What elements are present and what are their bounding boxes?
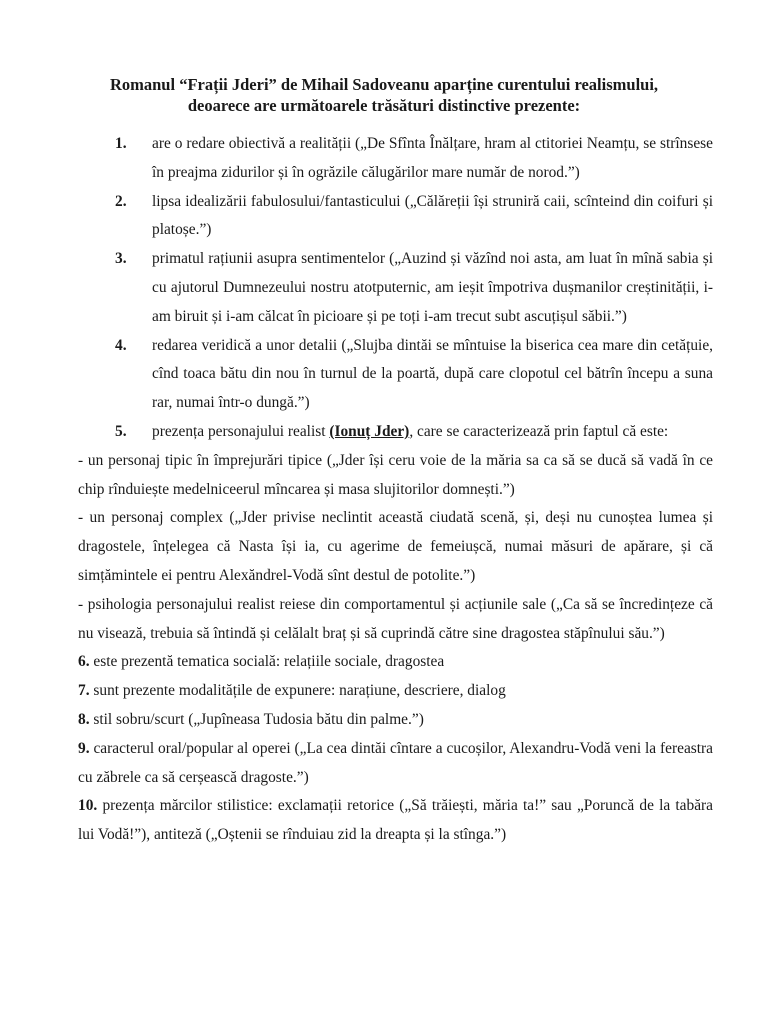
item-number: 1. — [115, 135, 127, 152]
title-work-name: “Frații Jderi” — [179, 75, 277, 94]
document-body — [78, 130, 713, 850]
list-item — [78, 706, 713, 735]
list-item — [78, 735, 713, 793]
sub-item: - un personaj tipic în împrejurări tipice („Jder își ceru voie de la măria sa ca să se ducă să vadă în ce chip rînduiește medelniceerul mîncarea și masa slujitorilor domnești.”) — [78, 451, 713, 498]
item-text: prezența personajului realist — [152, 422, 330, 440]
title-text: Romanul — [109, 75, 180, 94]
character-name: (Ionuț Jder) — [329, 422, 410, 440]
item-number: 5. — [115, 422, 127, 440]
list-item — [115, 188, 713, 246]
title-text: de Mihail Sadoveanu aparține curentului — [276, 75, 575, 94]
item-number: 3. — [115, 250, 127, 268]
item-number: 10. — [78, 797, 98, 815]
list-item — [78, 648, 713, 677]
item-text: caracterul oral/popular al operei („La cea dintăi cîntare a cucoșilor, Alexandru-Vodă veni la fereastra cu zăbrele ca să cerșească dragoste.”) — [78, 739, 713, 786]
item-text: lipsa idealizării fabulosului/fantasticului („Călăreții își struniră caii, scînteind din coifuri și platoșe.”) — [152, 192, 713, 239]
title-line-2: deoarece are următoarele trăsături distinctive prezente: — [187, 96, 581, 115]
title-line-1 — [40, 74, 728, 95]
document-title — [40, 74, 728, 116]
item-text: este prezentă tematica socială: relațiile sociale, dragostea — [89, 653, 445, 671]
item-text: redarea veridică a unor detalii („Slujba dintăi se mîntuise la biserica cea mare din cetățuie, cînd toaca bătu din nou în turnul de la poartă, după care clopotul cel bătrîn începu a suna rar, numai într-o dungă.”) — [152, 336, 713, 412]
item-number: 6. — [78, 653, 90, 671]
list-item — [115, 418, 713, 447]
item-number: 2. — [115, 192, 127, 210]
item-number: 8. — [78, 710, 90, 728]
item-number: 7. — [78, 682, 90, 700]
item-text: prezența mărcilor stilistice: exclamații retorice („Să trăiești, măria ta!” sau „Poruncă de la tabăra lui Vodă!”), antiteză („Oștenii se rînduiau zid la dreapta și la stînga.”) — [78, 797, 713, 844]
item-text: stil sobru/scurt („Jupîneasa Tudosia bătu din palme.”) — [89, 710, 424, 728]
item-number: 9. — [78, 739, 90, 757]
sub-item: - un personaj complex („Jder privise neclintit această ciudată scenă, și, deși nu cunoștea lumea și dragostele, înțelegea că Nasta își ia, cu agerime de femeiușcă, numai măsuri de apărare, și că simțămintele ei pentru Alexăndrel-Vodă sînt destul de potolite.”) — [78, 509, 713, 584]
item-text: , care se caracterizează prin faptul că este: — [409, 422, 669, 440]
list-item — [115, 332, 713, 418]
list-item — [78, 792, 713, 850]
item-number: 4. — [115, 336, 127, 354]
title-current-name: realismului — [574, 75, 654, 94]
item-text: primatul rațiunii asupra sentimentelor („Auzind și văzînd noi asta, am luat în mînă sabia și cu ajutorul Dumnezeului nostru atotputernic, am ieșit împotriva dușmanilor creștinității, i-am biruit și i-am călcat în picioare și pe toți i-am trecut subt ascuțișul săbii.”) — [152, 250, 713, 325]
sub-item: - psihologia personajului realist reiese din comportamentul și acțiunile sale („Ca să se încredințeze că nu visează, trebuia să întindă și celălalt braț și să cuprindă către sine dragostea stăpînului său.”) — [78, 595, 713, 642]
list-item — [78, 677, 713, 706]
item-text: sunt prezente modalitățile de expunere: narațiune, descriere, dialog — [89, 682, 506, 700]
list-item — [115, 130, 713, 188]
item-text: are o redare obiectivă a realității („De Sfînta Înălțare, hram al ctitoriei Neamțu, se strînsese în preajma zidurilor și în ogrăzile călugărilor mare număr de norod.”) — [152, 135, 713, 181]
list-item — [115, 245, 713, 331]
title-text: , — [653, 75, 659, 94]
